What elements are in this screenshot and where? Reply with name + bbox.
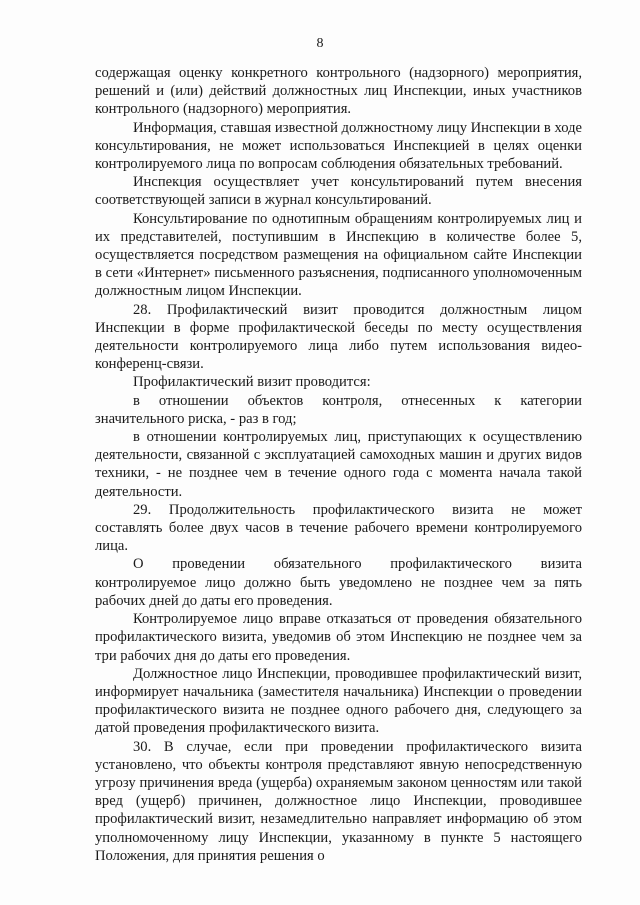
page-number: 8	[316, 36, 324, 51]
paragraph-consultation-content: содержащая оценку конкретного контрольного (надзорного) мероприятия, решений и (или) действий должностных лиц Инспекции, иных участников контрольного (надзорного) мероприятия.	[95, 65, 582, 118]
paragraph-visit-risk-category: в отношении объектов контроля, отнесенных к категории значительного риска, - раз в год;	[95, 392, 582, 427]
document-body	[95, 64, 582, 865]
paragraph-visit-new-activity: в отношении контролируемых лиц, приступающих к осуществлению деятельности, связанной с эксплуатацией самоходных машин и других видов техники, - не позднее чем в течение одного года с момента начала такой деятельности.	[95, 429, 582, 500]
paragraph-consultation-log: Инспекция осуществляет учет консультирований путем внесения соответствующей записи в журнал консультирований.	[95, 174, 582, 209]
paragraph-30-threat-found: 30. В случае, если при проведении профилактического визита установлено, что объекты контроля представляют явную непосредственную угрозу причинения вреда (ущерба) охраняемым законом ценностям или такой вред (ущерб) причинен, должностное лицо Инспекции, проводившее профилактический визит, незамедлительно направляет информацию об этом уполномоченному лицу Инспекции, указанному в пункте 5 настоящего Положения, для принятия решения о	[95, 738, 582, 864]
paragraph-consultation-info-use: Информация, ставшая известной должностному лицу Инспекции в ходе консультирования, не может использоваться Инспекцией в целях оценки контролируемого лица по вопросам соблюдения обязательных требований.	[95, 119, 582, 173]
paragraph-29-visit-duration: 29. Продолжительность профилактического визита не может составлять более двух часов в течение рабочего времени контролируемого лица.	[95, 501, 582, 555]
paragraph-visit-report: Должностное лицо Инспекции, проводившее профилактический визит, информирует начальника (заместителя начальника) Инспекции о проведении профилактического визита не позднее одного рабочего дня, следующего за датой проведения профилактического визита.	[95, 665, 582, 737]
paragraph-visit-refusal: Контролируемое лицо вправе отказаться от проведения обязательного профилактического визита, уведомив об этом Инспекцию не позднее чем за три рабочих дня до даты его проведения.	[95, 611, 582, 664]
paragraph-consultation-similar-requests: Консультирование по однотипным обращениям контролируемых лиц и их представителей, поступившим в Инспекцию в количестве более 5, осуществляется посредством размещения на официальном сайте Инспекции в сети «Интернет» письменного разъяснения, подписанного уполномоченным должностным лицом Инспекции.	[95, 210, 582, 300]
paragraph-28-preventive-visit: 28. Профилактический визит проводится должностным лицом Инспекции в форме профилактической беседы по месту осуществления деятельности контролируемого лица либо путем использования видео-конференц-связи.	[95, 301, 582, 373]
paragraph-visit-notification: О проведении обязательного профилактического визита контролируемое лицо должно быть уведомлено не позднее чем за пять рабочих дней до даты его проведения.	[95, 556, 582, 609]
paragraph-visit-conducted: Профилактический визит проводится:	[133, 374, 371, 391]
